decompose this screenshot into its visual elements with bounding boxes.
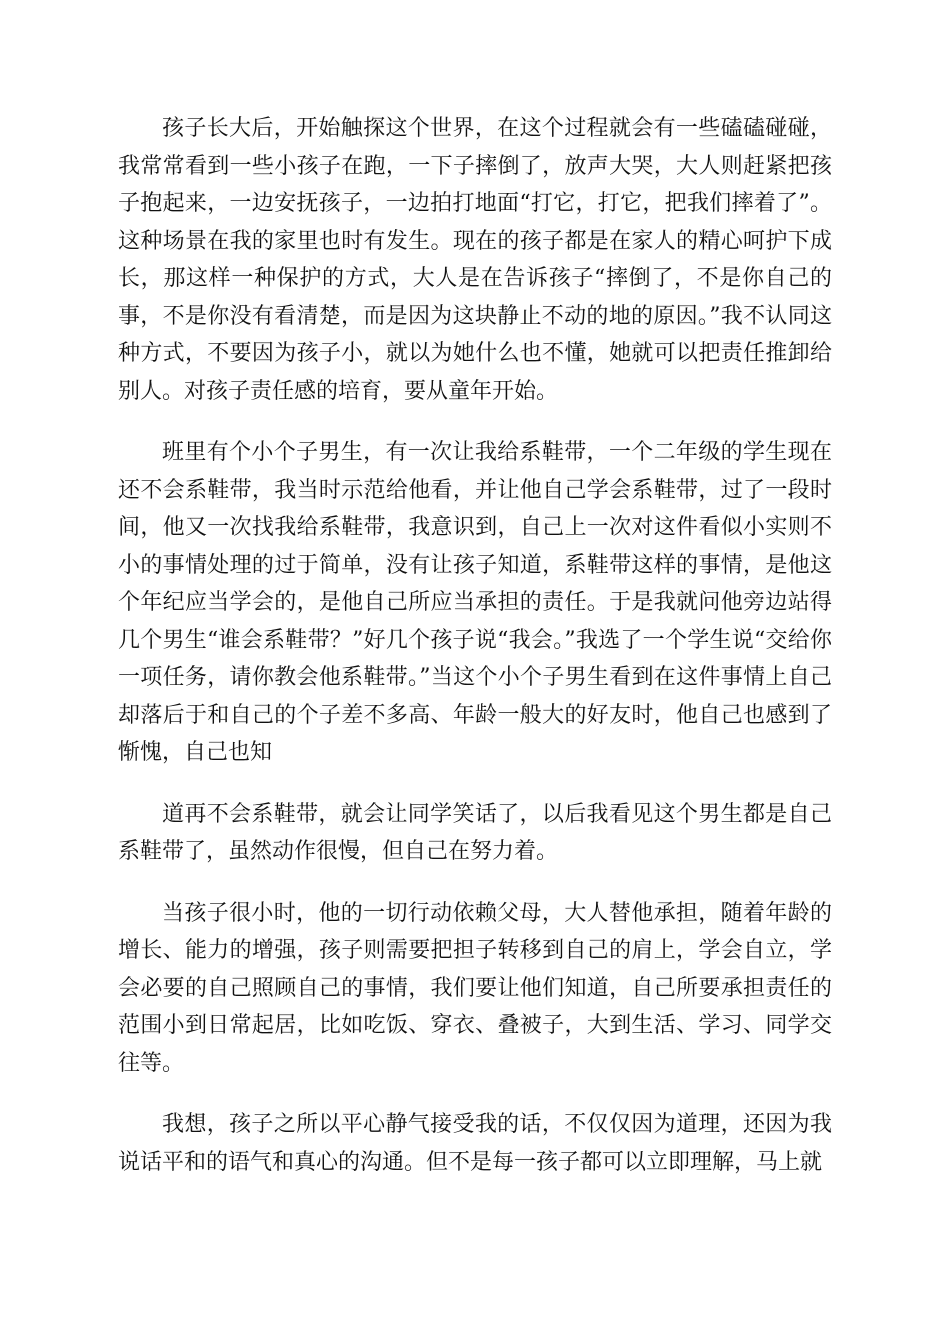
paragraph-5: 我想，孩子之所以平心静气接受我的话，不仅仅因为道理，还因为我说话平和的语气和真心的沟通。但不是每一孩子都可以立即理解，马上就 bbox=[118, 1112, 832, 1175]
paragraph-4: 当孩子很小时，他的一切行动依赖父母，大人替他承担，随着年龄的增长、能力的增强，孩子则需要把担子转移到自己的肩上，学会自立，学会必要的自己照顾自己的事情，我们要让他们知道，自己所要承担责任的范围小到日常起居，比如吃饭、穿衣、叠被子，大到生活、学习、同学交往等。 bbox=[118, 900, 832, 1076]
paragraph-3: 道再不会系鞋带，就会让同学笑话了，以后我看见这个男生都是自己系鞋带了，虽然动作很慢，但自己在努力着。 bbox=[118, 801, 832, 864]
paragraph-1: 孩子长大后，开始触探这个世界，在这个过程就会有一些磕磕碰碰，我常常看到一些小孩子在跑，一下子摔倒了，放声大哭，大人则赶紧把孩子抱起来，一边安抚孩子，一边拍打地面“打它，打它，把我们摔着了”。这种场景在我的家里也时有发生。现在的孩子都是在家人的精心呵护下成长，那这样一种保护的方式，大人是在告诉孩子“摔倒了，不是你自己的事，不是你没有看清楚，而是因为这块静止不动的地的原因。”我不认同这种方式，不要因为孩子小，就以为她什么也不懂，她就可以把责任推卸给别人。对孩子责任感的培育，要从童年开始。 bbox=[118, 116, 832, 404]
document-body bbox=[118, 110, 832, 1205]
paragraph-2: 班里有个小个子男生，有一次让我给系鞋带，一个二年级的学生现在还不会系鞋带，我当时示范给他看，并让他自己学会系鞋带，过了一段时间，他又一次找我给系鞋带，我意识到，自己上一次对这件看似小实则不小的事情处理的过于简单，没有让孩子知道，系鞋带这样的事情，是他这个年纪应当学会的，是他自己所应当承担的责任。于是我就问他旁边站得几个男生“谁会系鞋带？”好几个孩子说“我会。”我选了一个学生说“交给你一项任务，请你教会他系鞋带。”当这个小个子男生看到在这件事情上自己却落后于和自己的个子差不多高、年龄一般大的好友时，他自己也感到了惭愧，自己也知 bbox=[118, 440, 832, 765]
